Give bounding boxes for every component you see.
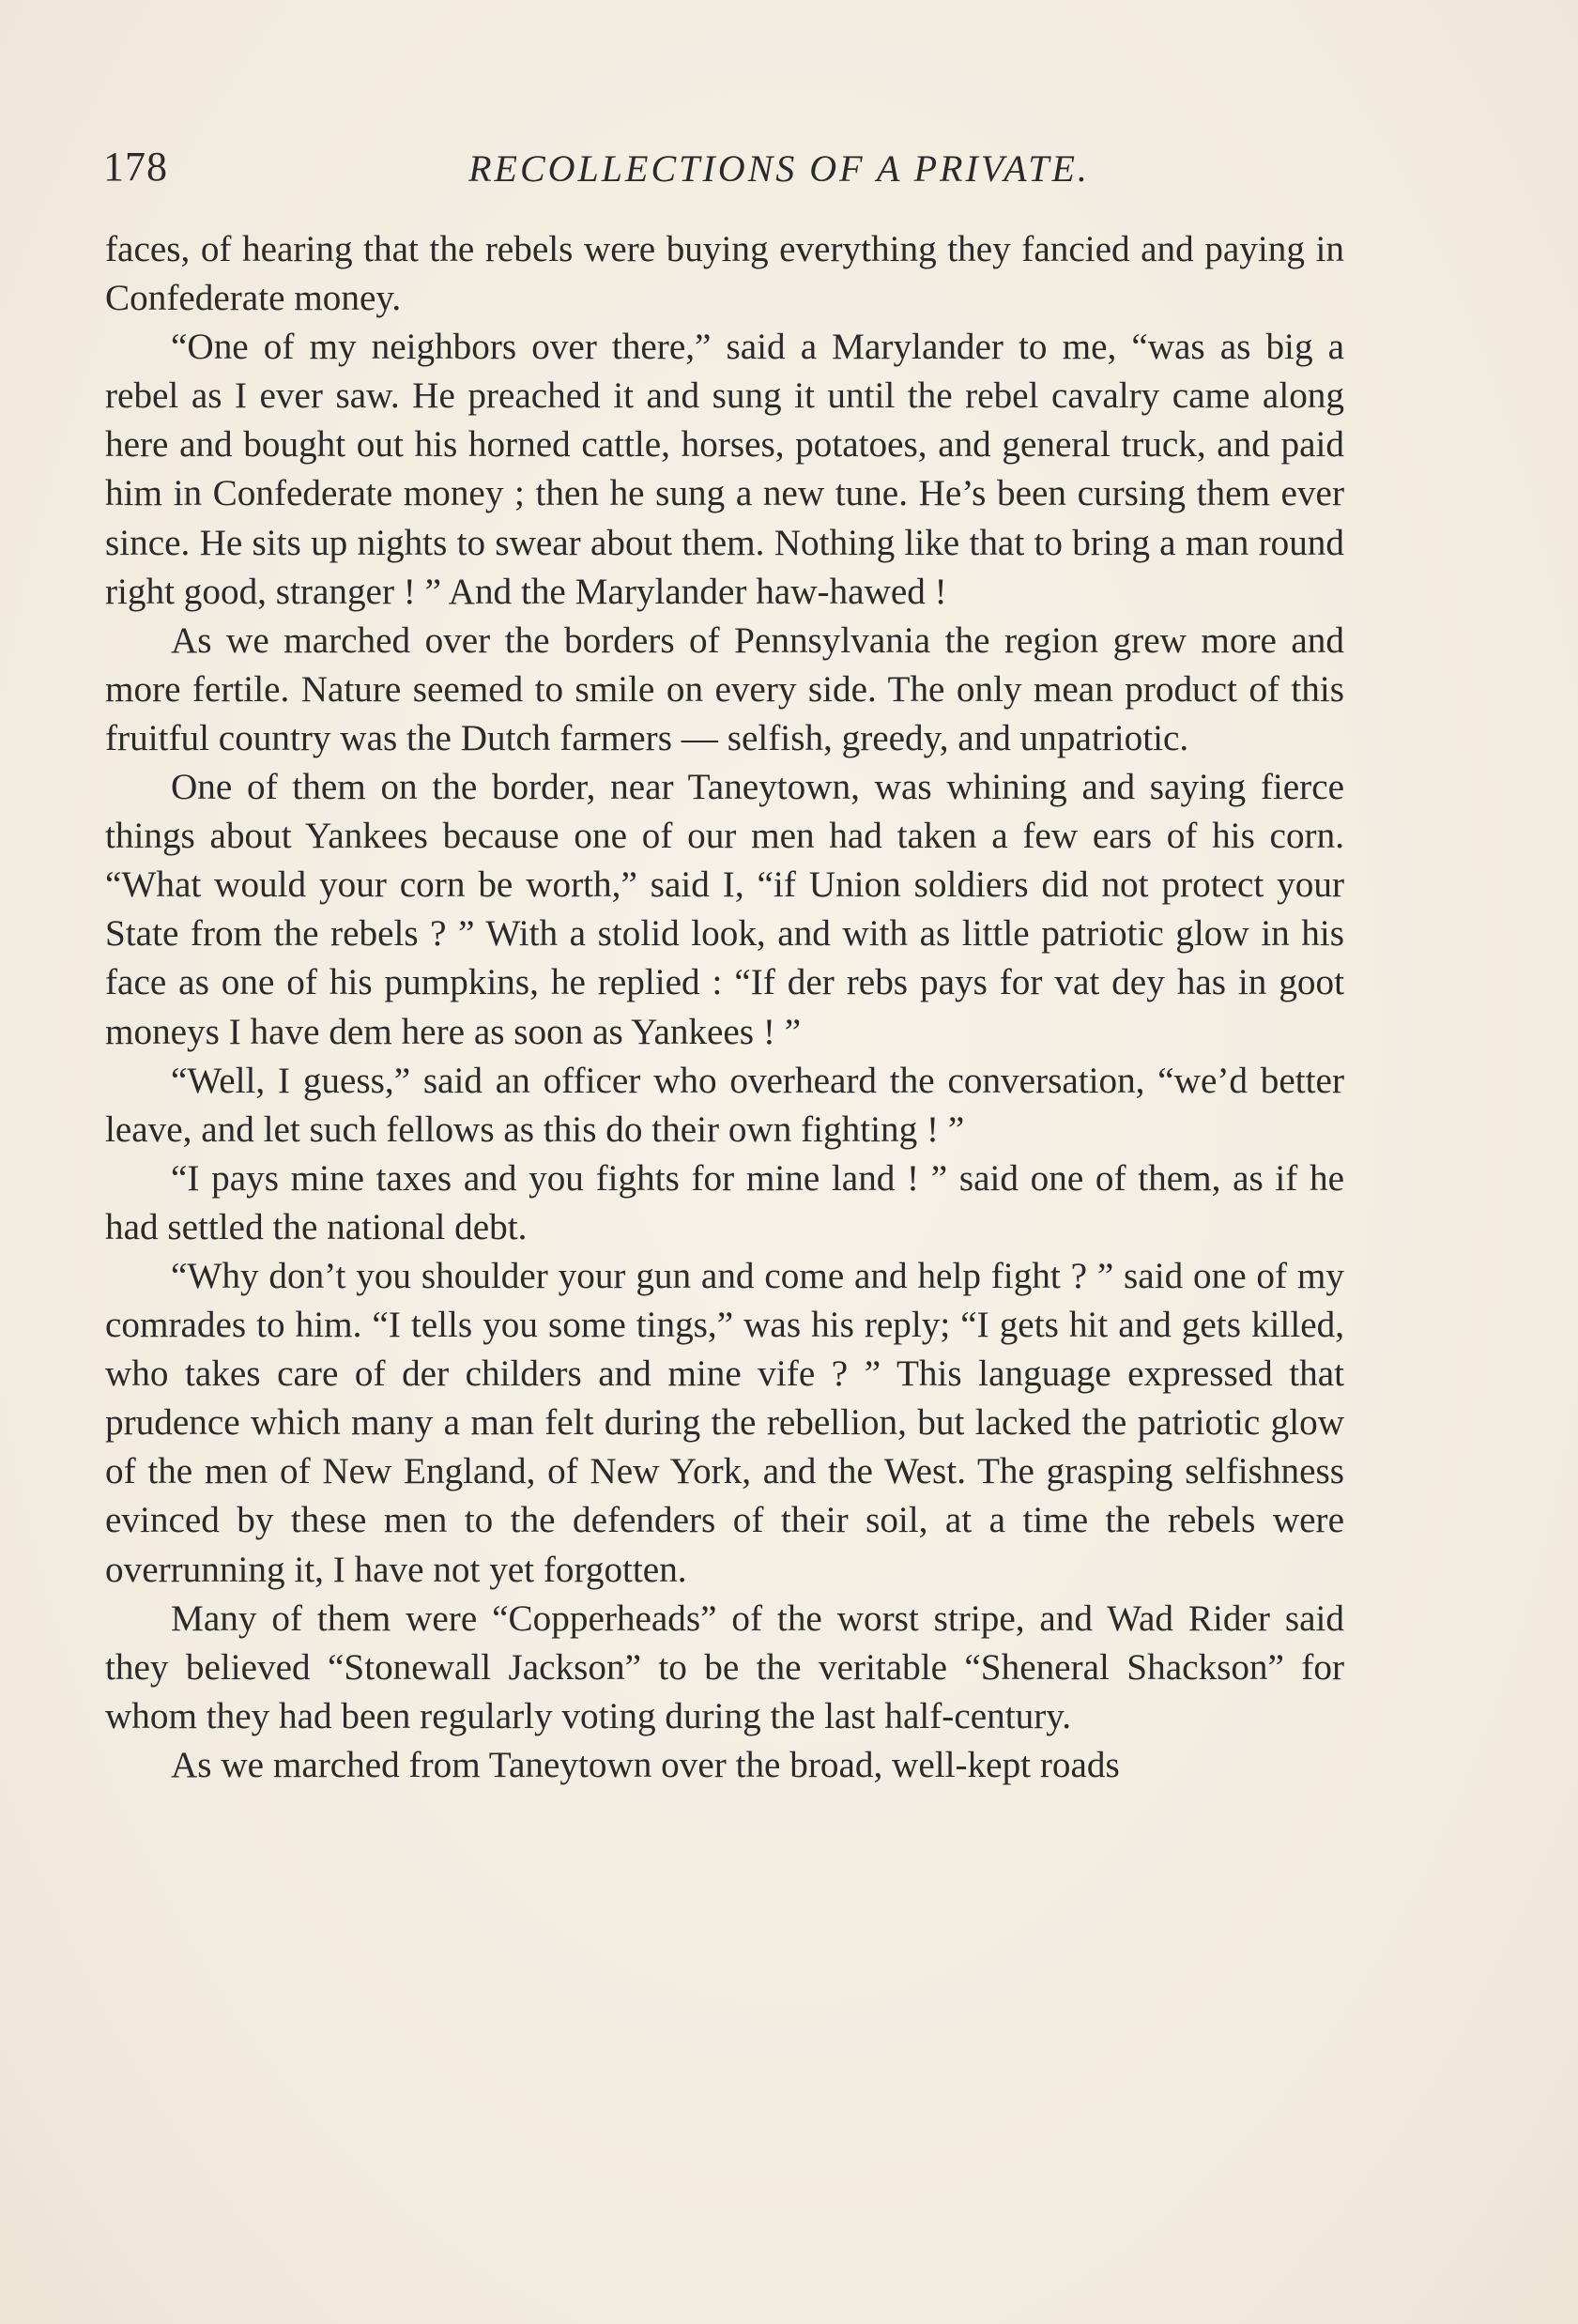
paragraph: As we marched from Taneytown over the broad, well-kept roads [171,1744,1120,1785]
paragraph: Many of them were “Copperheads” of the worst stripe, and Wad Rider said they believed “Stonewall Jackson” to be the veritable “Sheneral Shackson” for whom they had been regularly voting during the last half-century. [105,1598,1344,1736]
paragraph: “One of my neighbors over there,” said a Marylander to me, “was as big a rebel as I ever saw. He preached it and sung it until the rebel cavalry came along here and bought out his horned cattle, horses, potatoes, and general truck, and paid him in Confederate money ; then he sung a new tune. He’s been cursing them ever since. He sits up nights to swear about them. Nothing like that to bring a man round right good, stranger ! ” And the Marylander haw-hawed ! [105,327,1344,612]
running-head: RECOLLECTIONS OF A PRIVATE. [468,147,1090,190]
paragraph: One of them on the border, near Taneytown, was whining and saying fierce things about Yankees because one of our men had taken a few ears of his corn. “What would your corn be worth,” said I, “if Union soldiers did not protect your State from the rebels ? ” With a stolid look, and with as little patriotic glow in his face as one of his pumpkins, he replied : “If der rebs pays for vat dey has in goot moneys I have dem here as soon as Yankees ! ” [105,767,1344,1052]
page-number: 178 [103,144,168,190]
paragraph: “Well, I guess,” said an officer who overheard the conversation, “we’d better leave, and let such fellows as this do their own fighting ! ” [105,1060,1344,1150]
paragraph: “I pays mine taxes and you fights for mine land ! ” said one of them, as if he had settled the national debt. [105,1157,1344,1247]
paragraph: As we marched over the borders of Pennsylvania the region grew more and more fertile. Nature seemed to smile on every side. The only mean product of this fruitful country was the Dutch farmers — selfish, greedy, and unpatriotic. [105,619,1344,758]
page-header [103,141,1361,197]
paragraph: “Why don’t you shoulder your gun and come and help fight ? ” said one of my comrades to him. “I tells you some tings,” was his reply; “I gets hit and gets killed, who takes care of der childers and mine vife ? ” This language expressed that prudence which many a man felt during the rebellion, but lacked the patriotic glow of the men of New England, of New York, and the West. The grasping selfishness evinced by these men to the defenders of their soil, at a time the rebels were overrunning it, I have not yet forgotten. [105,1255,1344,1590]
body-text [105,225,1344,1790]
paragraph: faces, of hearing that the rebels were buying everything they fancied and paying in Confederate money. [105,229,1344,319]
